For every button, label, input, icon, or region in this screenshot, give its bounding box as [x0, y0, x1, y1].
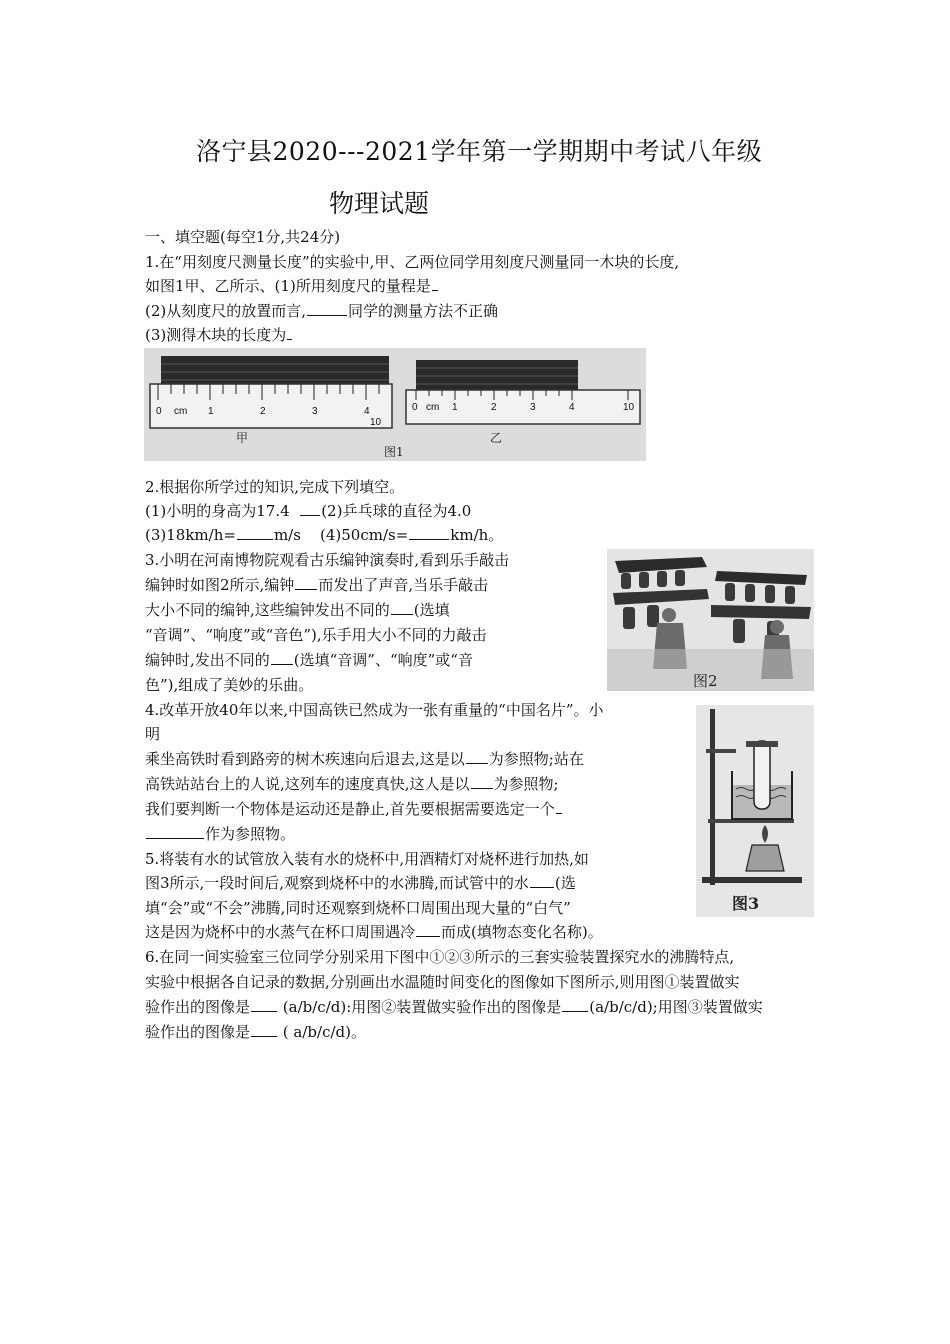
q1-line3 — [145, 301, 498, 321]
q1-line4-text: (3)测得木块的长度为 — [145, 326, 287, 344]
q4-line4-text-a: 高铁站站台上的人说,这列车的速度真快,这人是以 — [145, 775, 470, 793]
q4-line4 — [145, 774, 559, 794]
q4-line5-text: 我们要判断一个物体是运动还是静止,首先要根据需要选定一个 — [145, 800, 555, 818]
ruler-right — [406, 390, 640, 424]
beam-lower-right — [711, 605, 811, 619]
answer-blank[interactable] — [471, 774, 493, 789]
answer-blank[interactable] — [556, 799, 562, 814]
answer-blank[interactable] — [287, 325, 292, 340]
q4-line6-text: 作为参照物。 — [205, 825, 296, 843]
test-tube — [754, 741, 770, 809]
q2-line3-text-b: m/s — [273, 526, 301, 544]
figure-1-label-yi: 乙 — [490, 431, 503, 445]
figure-3-caption: 图3 — [732, 894, 760, 913]
q1-line2-text: 如图1甲、乙所示、(1)所用刻度尺的量程是 — [145, 277, 431, 295]
q4-line1: 4.改革开放40年以来,中国高铁已然成为一张有重量的“中国名片”。小 — [145, 701, 604, 719]
ruler-left-tick-label: 1 — [208, 406, 214, 417]
q4-line3 — [145, 749, 584, 769]
q2-line1: 2.根据你所学过的知识,完成下列填空。 — [145, 478, 405, 496]
answer-blank[interactable] — [251, 997, 277, 1012]
page-title: 洛宁县2020---2021学年第一学期期中考试八年级 — [196, 137, 763, 166]
q5-line2-text-a: 图3所示,一段时间后,观察到烧杯中的水沸腾,而试管中的水 — [145, 874, 529, 892]
q3-line3-text-b: (选填 — [413, 601, 450, 619]
q3-line5-text-a: 编钟时,发出不同的 — [145, 651, 270, 669]
q6-line3-text-b: (a/b/c/d):用图②装置做实验作出的图像是 — [282, 998, 562, 1016]
q4-line3-text-a: 乘坐高铁时看到路旁的树木疾速向后退去,这是以 — [145, 750, 465, 768]
ruler-left-tick-label: 4 — [364, 406, 370, 417]
alcohol-lamp — [746, 845, 784, 871]
q2-line2-text-a: (1)小明的身高为17.4 — [145, 502, 290, 520]
q4-line6 — [145, 824, 295, 844]
figure-1-caption: 图1 — [384, 445, 404, 459]
q4-line2: 明 — [145, 725, 161, 743]
q6-line2: 实验中根据各自记录的数据,分别画出水温随时间变化的图像如下图所示,则用图①装置做实 — [145, 973, 740, 991]
q4-line4-text-b: 为参照物; — [493, 775, 559, 793]
answer-blank[interactable] — [271, 650, 293, 665]
q5-line2-text-b: (选 — [554, 874, 576, 892]
q5-line3: 填“会”或“不会”沸腾,同时还观察到烧杯口周围出现大量的“白气” — [145, 899, 571, 917]
q6-line4-text-b: ( a/b/c/d)。 — [282, 1023, 366, 1041]
stand-rod — [710, 709, 715, 885]
q4-line3-text-b: 为参照物;站在 — [488, 750, 584, 768]
stand-base — [702, 877, 802, 883]
q1-line3-text-b: 同学的测量方法不正确 — [348, 302, 499, 320]
q5-line4-text-b: 而成(填物态变化名称)。 — [441, 923, 603, 941]
answer-blank[interactable] — [409, 525, 449, 540]
ruler-left-tick-label: 3 — [312, 406, 318, 417]
q2-line3-text-d: km/h。 — [450, 526, 504, 544]
q3-line3-text-a: 大小不同的编钟,这些编钟发出不同的 — [145, 601, 390, 619]
ruler-left-tick-label: 0 — [156, 406, 162, 417]
q1-line3-text-a: (2)从刻度尺的放置而言, — [145, 302, 307, 320]
q6-line3 — [145, 997, 763, 1017]
q3-line2-text-a: 编钟时如图2所示,编钟 — [145, 576, 295, 594]
answer-blank[interactable] — [416, 922, 440, 937]
q2-line2-text-b: (2)乒乓球的直径为4.0 — [321, 502, 472, 520]
figure-2-caption: 图2 — [693, 672, 718, 690]
q6-line3-text-a: 验作出的图像是 — [145, 998, 251, 1016]
q3-line2 — [145, 575, 488, 595]
ruler-right-tick-label: 10 — [623, 402, 635, 413]
ruler-left-tick-label: 2 — [260, 406, 266, 417]
figure-2-chime-bells — [607, 549, 814, 691]
answer-blank[interactable] — [562, 997, 588, 1012]
q2-line3-text-c: (4)50cm/s= — [320, 526, 409, 544]
q2-line3 — [145, 525, 503, 545]
figure-3-boiling-apparatus — [696, 705, 814, 917]
ruler-left-unit: cm — [174, 406, 188, 417]
q3-line1: 3.小明在河南博物院观看古乐编钟演奏时,看到乐手敲击 — [145, 551, 510, 569]
answer-blank[interactable] — [146, 824, 204, 839]
q4-line5 — [145, 799, 563, 819]
ruler-left-tick-label: 10 — [370, 417, 382, 428]
answer-blank[interactable] — [391, 600, 413, 615]
q3-line6: 色”),组成了美妙的乐曲。 — [145, 676, 314, 694]
test-tube-clamp — [746, 741, 778, 747]
wood-block-right — [416, 360, 578, 390]
q5-line4-text-a: 这是因为烧杯中的水蒸气在杯口周围遇冷 — [145, 923, 416, 941]
q6-line3-text-c: (a/b/c/d);用图③装置做实 — [589, 998, 763, 1016]
q2-line2 — [145, 501, 471, 521]
answer-blank[interactable] — [307, 301, 347, 316]
answer-blank[interactable] — [432, 276, 438, 291]
q6-line1: 6.在同一间实验室三位同学分别采用下图中①②③所示的三套实验装置探究水的沸腾特点, — [145, 948, 735, 966]
q3-line5 — [145, 650, 473, 670]
answer-blank[interactable] — [530, 873, 554, 888]
q6-line4 — [145, 1022, 366, 1042]
q6-line4-text-a: 验作出的图像是 — [145, 1023, 251, 1041]
q3-line3 — [145, 600, 450, 620]
q1-line2 — [145, 276, 439, 296]
answer-blank[interactable] — [237, 525, 273, 540]
ruler-right-tick-label: 1 — [452, 402, 458, 413]
q3-line2-text-b: 而发出了声音,当乐手敲击 — [318, 576, 489, 594]
page-subtitle: 物理试题 — [329, 189, 430, 218]
q5-line4 — [145, 922, 603, 942]
ruler-right-tick-label: 2 — [491, 402, 497, 413]
answer-blank[interactable] — [300, 501, 320, 516]
q3-line5-text-b: (选填“音调”、“响度”或“音 — [293, 651, 473, 669]
ruler-right-unit: cm — [426, 402, 440, 413]
ruler-right-tick-label: 3 — [530, 402, 536, 413]
figure-1-rulers — [144, 348, 646, 461]
q5-line1: 5.将装有水的试管放入装有水的烧杯中,用酒精灯对烧杯进行加热,如 — [145, 850, 589, 868]
q3-line4: “音调”、“响度”或“音色”),乐手用大小不同的力敲击 — [145, 626, 487, 644]
q1-line4 — [145, 325, 293, 345]
q5-line2 — [145, 873, 576, 893]
answer-blank[interactable] — [251, 1022, 277, 1037]
clamp-arm — [706, 749, 736, 753]
ruler-right-tick-label: 0 — [412, 402, 418, 413]
ruler-right-tick-label: 4 — [569, 402, 575, 413]
q2-line3-text-a: (3)18km/h= — [145, 526, 236, 544]
figure-1-label-jia: 甲 — [236, 431, 249, 445]
q1-line1: 1.在“用刻度尺测量长度”的实验中,甲、乙两位同学用刻度尺测量同一木块的长度, — [145, 253, 680, 271]
section-heading: 一、填空题(每空1分,共24分) — [145, 228, 341, 246]
answer-blank[interactable] — [466, 749, 488, 764]
answer-blank[interactable] — [295, 575, 317, 590]
